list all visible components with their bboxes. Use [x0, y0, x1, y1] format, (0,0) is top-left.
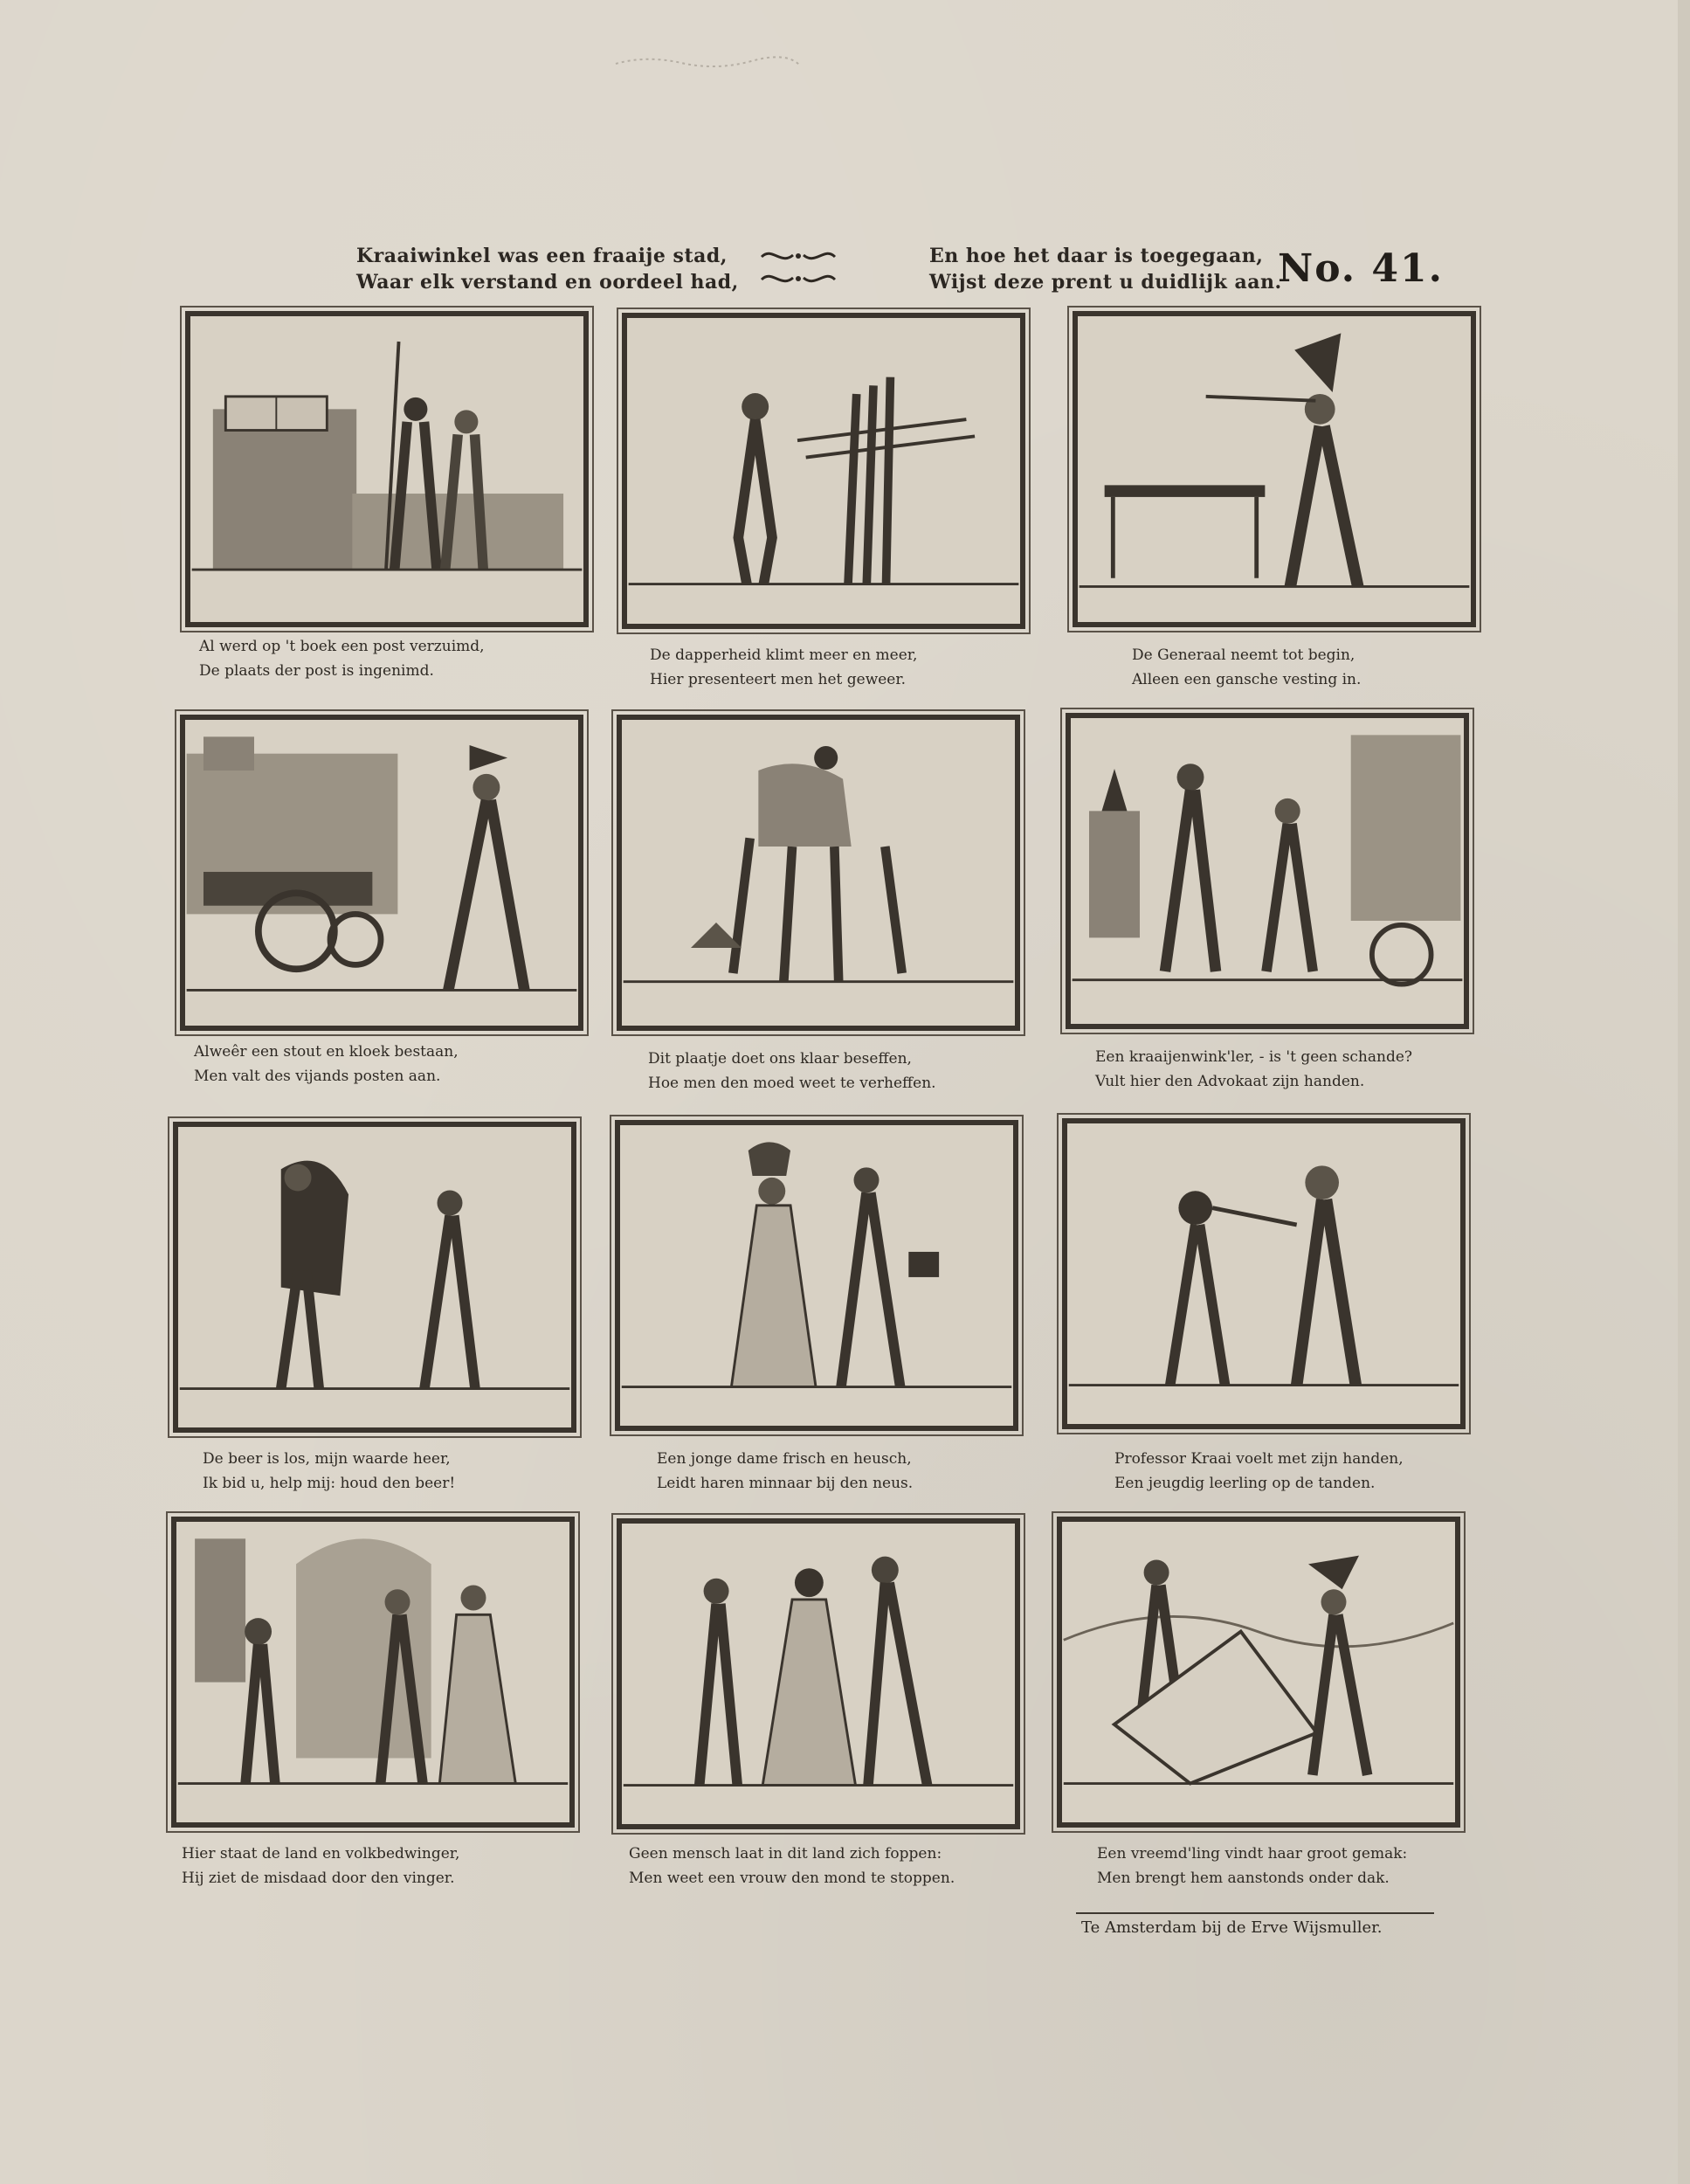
caption-5-line1: Dit plaatje doet ons klaar beseffen, [648, 1050, 912, 1068]
caption-9 [1114, 1447, 1404, 1496]
caption-1-line2: De plaats der post is ingenimd. [199, 662, 434, 680]
caption-10-line2: Hij ziet de misdaad door den vinger. [182, 1870, 455, 1887]
woodcut-professor-teeth-icon [1067, 1123, 1460, 1424]
caption-11-line2: Men weet een vrouw den mond te stoppen. [629, 1870, 955, 1887]
faded-stamp-mark [611, 51, 804, 77]
caption-8-line2: Leidt haren minnaar bij den neus. [657, 1475, 914, 1492]
caption-1-line1: Al werd op 't boek een post verzuimd, [199, 638, 485, 655]
woodcut-bear-escape-icon [178, 1127, 571, 1427]
caption-7-line2: Ik bid u, help mij: houd den beer! [203, 1475, 456, 1492]
caption-7 [203, 1447, 455, 1496]
caption-2-line2: Hier presenteert men het geweer. [650, 671, 907, 688]
woodcut-panel-1 [185, 311, 589, 627]
caption-3 [1132, 643, 1361, 692]
header-right-line2: Wijst deze prent u duidlijk aan. [929, 271, 1282, 294]
caption-8-line1: Een jonge dame frisch en heusch, [657, 1450, 912, 1468]
caption-3-line2: Alleen een gansche vesting in. [1132, 671, 1362, 688]
caption-12-line2: Men brengt hem aanstonds onder dak. [1097, 1870, 1390, 1887]
woodcut-advocate-scene-icon [1071, 718, 1464, 1024]
woodcut-panel-10 [171, 1517, 575, 1828]
woodcut-magistrate-scene-icon [176, 1522, 569, 1822]
caption-4-line2: Men valt des vijands posten aan. [194, 1068, 441, 1085]
caption-2 [650, 643, 917, 692]
publisher-imprint: Te Amsterdam bij de Erve Wijsmuller. [1081, 1918, 1383, 1937]
woodcut-book-guard-icon [190, 316, 583, 622]
woodcut-lady-and-suitor-icon [620, 1125, 1013, 1426]
caption-6-line2: Vult hier den Advokaat zijn handen. [1095, 1073, 1365, 1090]
caption-10-line1: Hier staat de land en volkbedwinger, [182, 1845, 460, 1863]
caption-5 [648, 1047, 936, 1095]
caption-12-line1: Een vreemd'ling vindt haar groot gemak: [1097, 1845, 1408, 1863]
caption-8 [657, 1447, 913, 1496]
header-left-verse [356, 243, 739, 295]
woodcut-panel-9 [1062, 1118, 1466, 1429]
woodcut-panel-2 [622, 313, 1025, 629]
woodcut-panel-7 [173, 1122, 576, 1433]
caption-12 [1097, 1842, 1407, 1890]
caption-11-line1: Geen mensch laat in dit land zich foppen: [629, 1845, 942, 1863]
caption-6 [1095, 1045, 1412, 1094]
header-right-line1: En hoe het daar is toegegaan, [929, 245, 1264, 267]
header-right-verse [929, 243, 1282, 295]
header-left-line1: Kraaiwinkel was een fraaije stad, [356, 245, 728, 267]
ornament-icon [755, 241, 842, 294]
caption-6-line1: Een kraaijenwink'ler, - is 't geen schande? [1095, 1048, 1413, 1066]
sheet-number: No. 41. [1278, 246, 1444, 291]
caption-4 [194, 1040, 459, 1089]
woodcut-panel-11 [617, 1518, 1020, 1829]
woodcut-soldiers-present-arms-icon [627, 318, 1020, 624]
woodcut-stranger-house-icon [1062, 1522, 1455, 1822]
caption-5-line2: Hoe men den moed weet te verheffen. [648, 1075, 936, 1092]
woodcut-cannon-attack-icon [185, 720, 578, 1026]
header-left-line2: Waar elk verstand en oordeel had, [356, 271, 739, 294]
header [356, 234, 1448, 304]
woodcut-panel-5 [617, 715, 1020, 1031]
woodcut-silencing-woman-icon [622, 1524, 1015, 1824]
woodcut-panel-12 [1057, 1517, 1460, 1828]
caption-9-line2: Een jeugdig leerling op de tanden. [1114, 1475, 1376, 1492]
caption-9-line1: Professor Kraai voelt met zijn handen, [1114, 1450, 1404, 1468]
imprint-rule [1076, 1912, 1434, 1914]
woodcut-general-eating-icon [1078, 316, 1471, 622]
caption-4-line1: Alweêr een stout en kloek bestaan, [194, 1043, 459, 1061]
caption-11 [629, 1842, 955, 1890]
woodcut-panel-8 [615, 1120, 1018, 1431]
caption-10 [182, 1842, 459, 1890]
woodcut-panel-3 [1073, 311, 1476, 627]
caption-7-line1: De beer is los, mijn waarde heer, [203, 1450, 451, 1468]
caption-3-line1: De Generaal neemt tot begin, [1132, 646, 1355, 664]
woodcut-cavalry-troops-icon [622, 720, 1015, 1026]
woodcut-panel-4 [180, 715, 583, 1031]
caption-1 [199, 634, 485, 683]
caption-2-line1: De dapperheid klimt meer en meer, [650, 646, 918, 664]
woodcut-panel-6 [1066, 713, 1469, 1029]
